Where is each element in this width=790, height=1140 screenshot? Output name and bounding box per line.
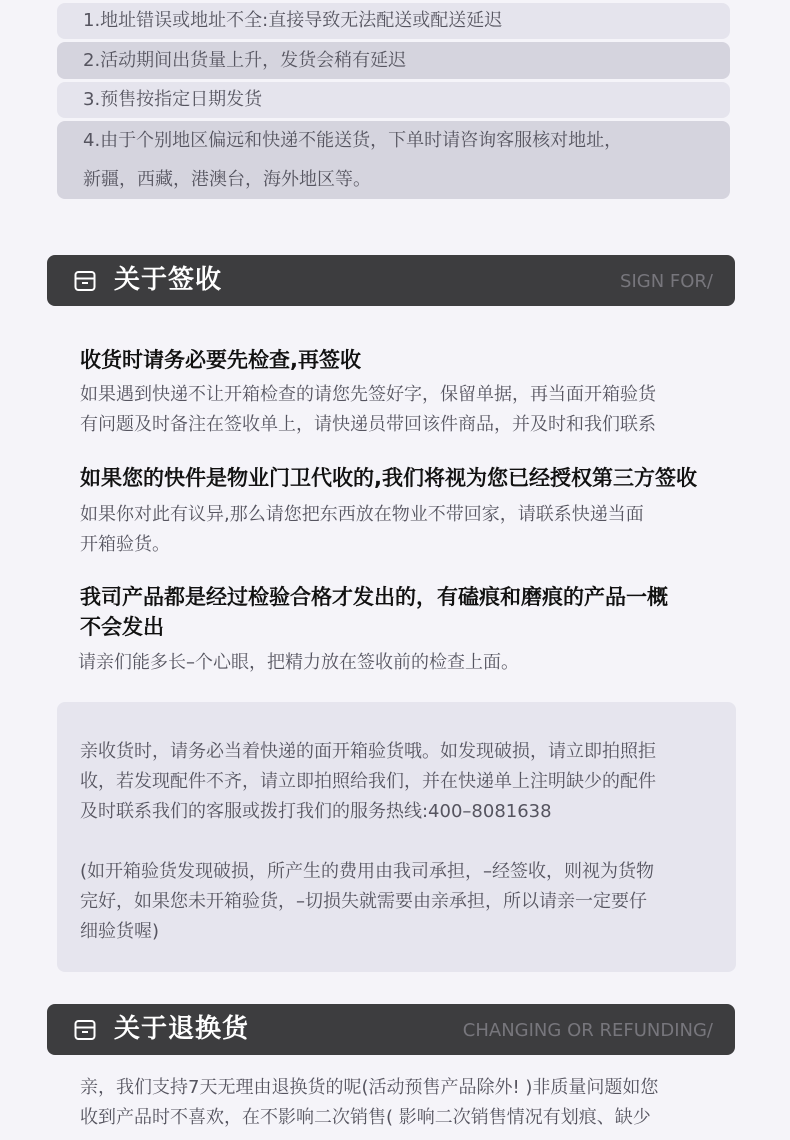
inspection-notice-box — [57, 702, 736, 972]
box-icon — [73, 269, 97, 293]
box-paragraph-2: 完好，如果您未开箱验货，–切损失就需要由亲承担，所以请亲一定要仔 — [80, 891, 647, 912]
sign-heading-1: 收货时请务必要先检查,再签收 — [80, 348, 361, 372]
sign-heading-2: 如果您的快件是物业门卫代收的,我们将视为您已经授权第三方签收 — [80, 466, 697, 490]
sign-paragraph-2: 如果你对此有议异,那么请您把东西放在物业不带回家，请联系快递当面 — [80, 504, 644, 525]
refund-paragraph: 亲，我们支持7天无理由退换货的呢(活动预售产品除外! )非质量问题如您 — [80, 1077, 659, 1098]
sign-paragraph-1: 如果遇到快递不让开箱检查的请您先签好字，保留单据，再当面开箱验货 — [80, 384, 656, 405]
notice-item: 1.地址错误或地址不全:直接导致无法配送或配送延迟 — [57, 3, 730, 39]
section-title: 关于退换货 — [114, 1014, 250, 1044]
section-title: 关于签收 — [114, 265, 223, 295]
notice-item: 2.活动期间出货量上升，发货会稍有延迟 — [57, 42, 730, 79]
refund-section-header — [47, 1004, 735, 1055]
notice-list — [57, 3, 730, 202]
box-icon — [73, 1018, 97, 1042]
sign-paragraph-2: 开箱验货。 — [80, 534, 170, 555]
sign-paragraph-3: 请亲们能多长–个心眼，把精力放在签收前的检查上面。 — [78, 652, 519, 673]
sign-heading-3: 不会发出 — [80, 615, 164, 639]
box-paragraph-1: 收，若发现配件不齐，请立即拍照给我们，并在快递单上注明缺少的配件 — [80, 771, 656, 792]
sign-paragraph-1: 有问题及时备注在签收单上，请快递员带回该件商品，并及时和我们联系 — [80, 414, 656, 435]
box-paragraph-1: 及时联系我们的客服或拨打我们的服务热线:400–8081638 — [80, 801, 552, 822]
notice-item-line: 4.由于个别地区偏远和快递不能送货，下单时请咨询客服核对地址， — [83, 130, 623, 151]
notice-item — [57, 121, 730, 199]
box-paragraph-2: (如开箱验货发现破损，所产生的费用由我司承担，–经签收，则视为货物 — [80, 861, 655, 882]
sign-section-header — [47, 255, 735, 306]
notice-item-line: 新疆，西藏，港澳台，海外地区等。 — [83, 169, 371, 190]
box-paragraph-2: 细验货喔) — [80, 921, 160, 942]
box-paragraph-1: 亲收货时，请务必当着快递的面开箱验货哦。如发现破损，请立即拍照拒 — [80, 741, 656, 762]
section-subtitle: CHANGING OR REFUNDING/ — [462, 1020, 713, 1041]
refund-paragraph: 收到产品时不喜欢，在不影响二次销售( 影响二次销售情况有划痕、缺少 — [80, 1107, 651, 1128]
notice-item: 3.预售按指定日期发货 — [57, 82, 730, 118]
sign-heading-3: 我司产品都是经过检验合格才发出的，有磕痕和磨痕的产品一概 — [80, 585, 668, 609]
section-subtitle: SIGN FOR/ — [620, 271, 713, 292]
